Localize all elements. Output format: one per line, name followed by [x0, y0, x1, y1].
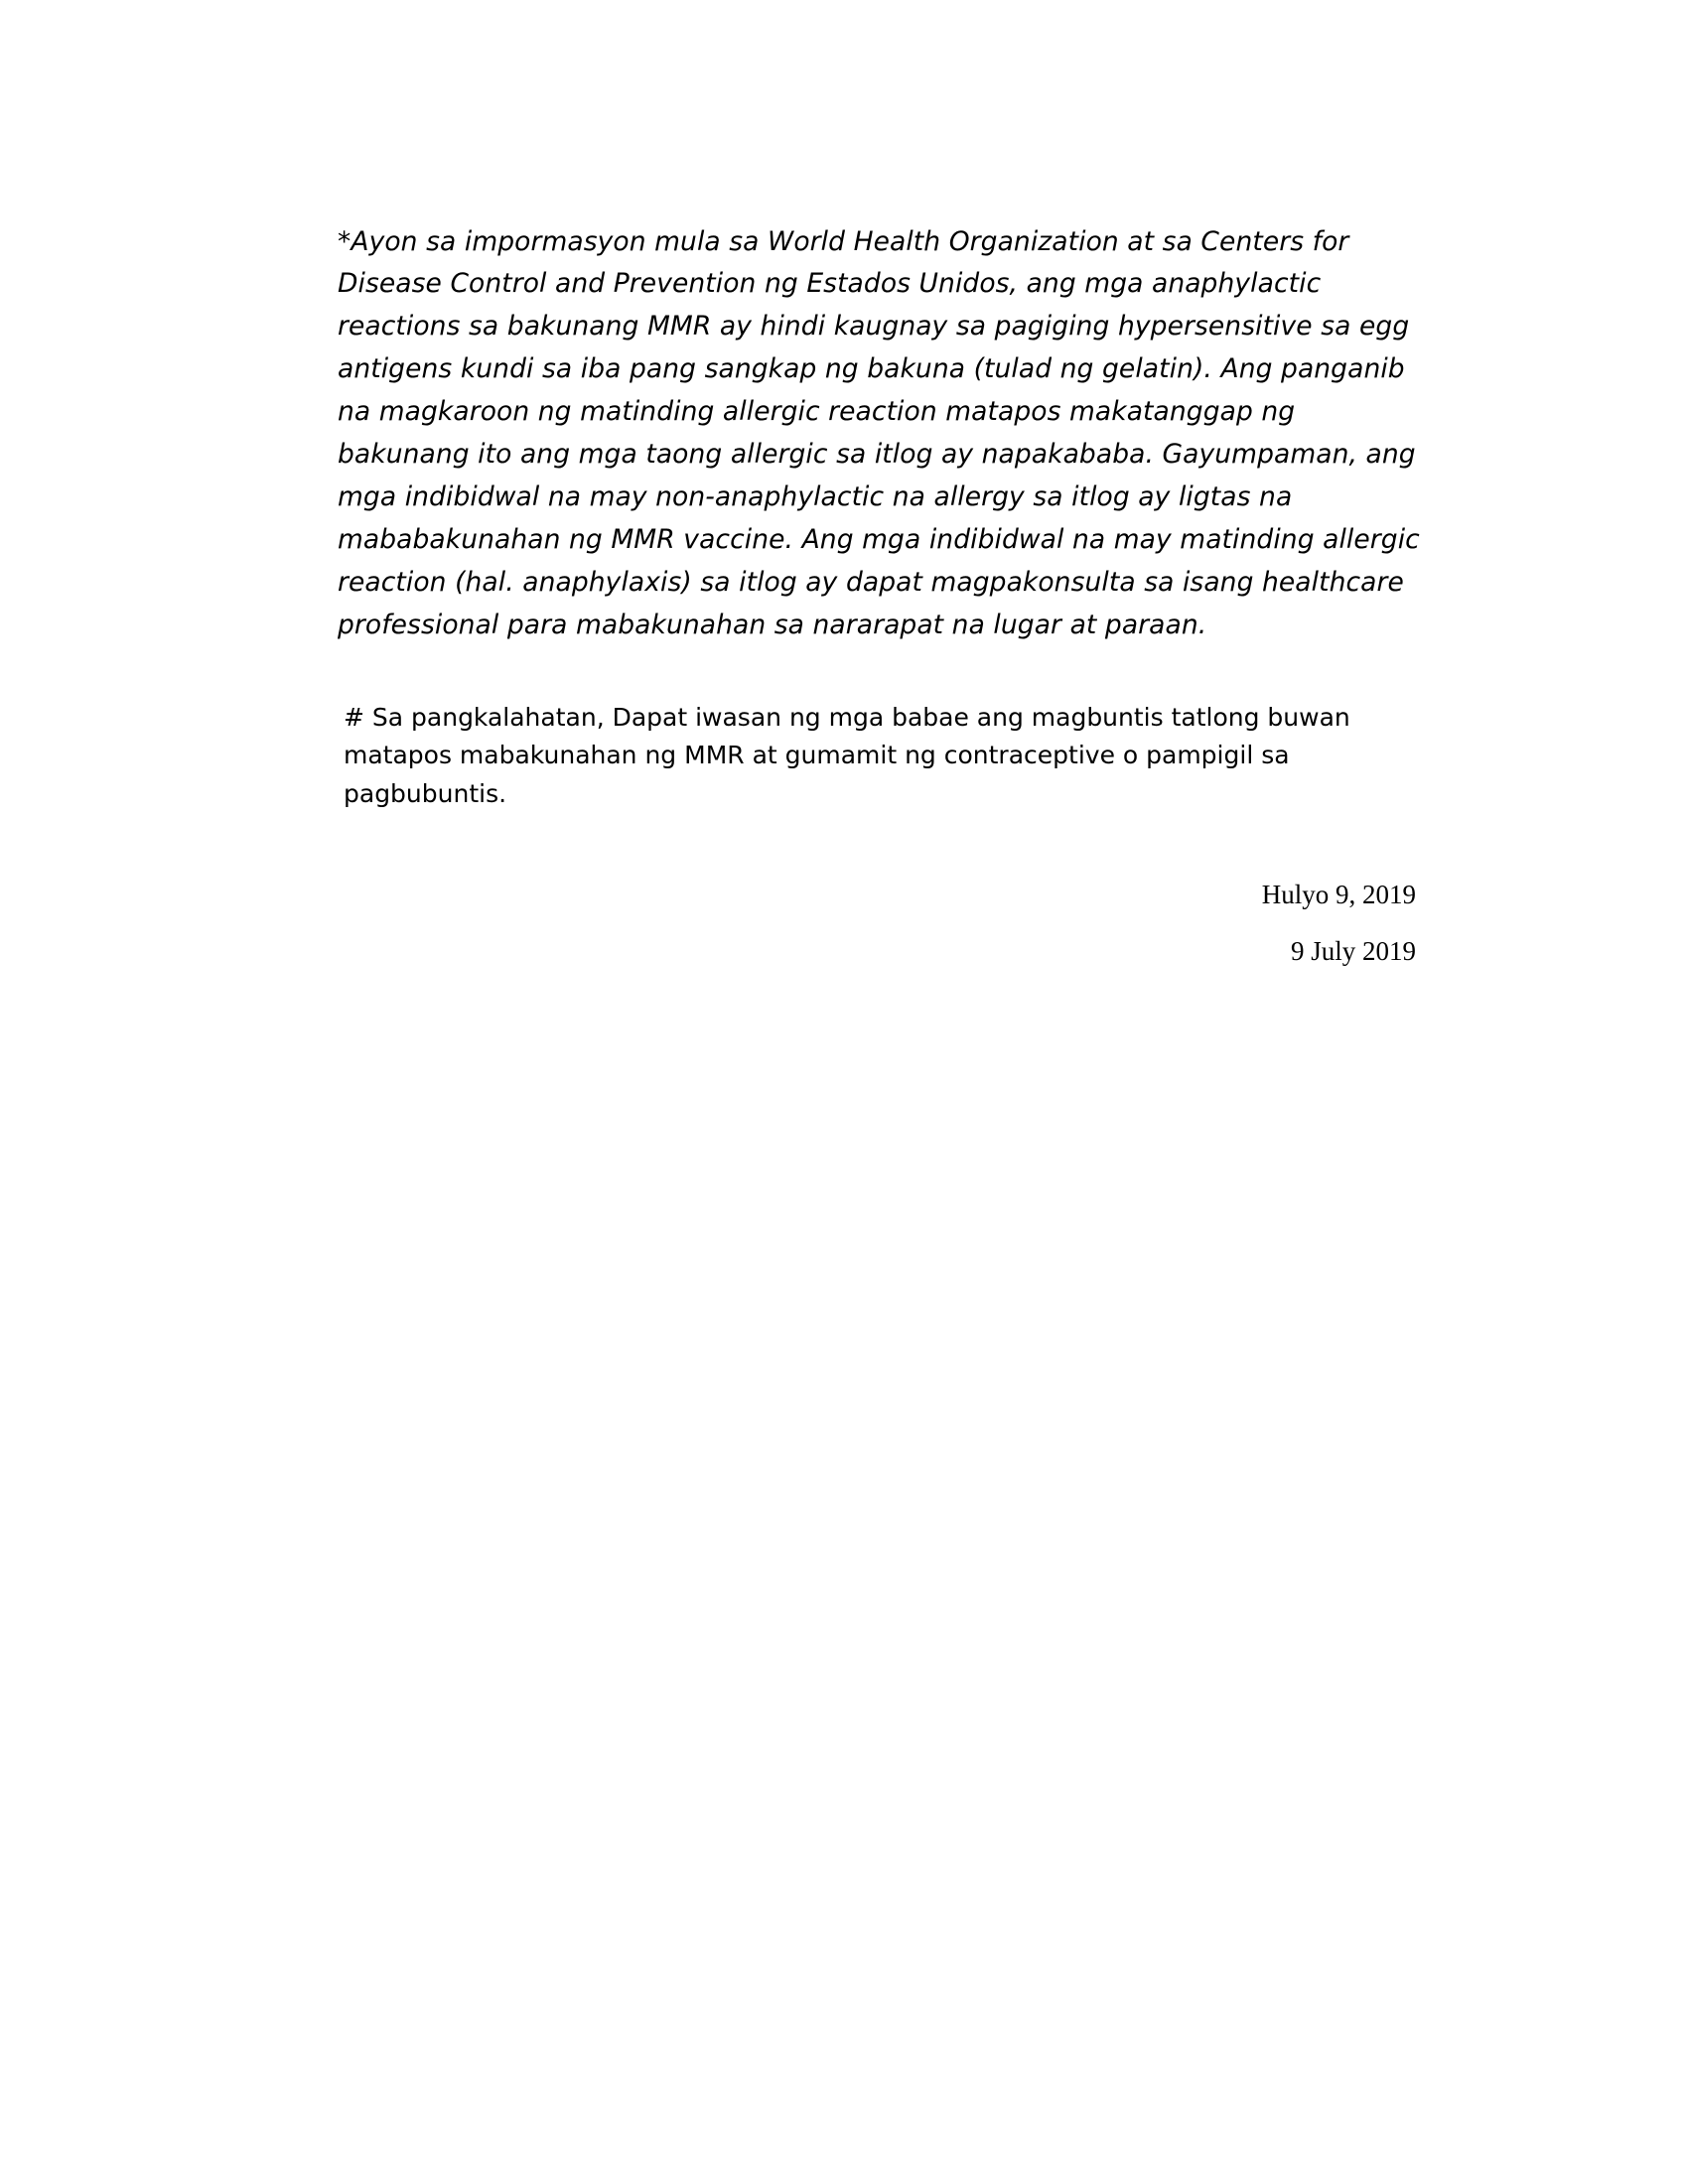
- date-english: 9 July 2019: [1290, 935, 1416, 966]
- note-paragraph: # Sa pangkalahatan, Dapat iwasan ng mga babae ang magbuntis tatlong buwan matapos mabakunahan ng MMR at gumamit ng contraceptive o pampigil sa pagbubuntis.: [344, 702, 1350, 809]
- date-block: [338, 879, 1430, 966]
- date-filipino: Hulyo 9, 2019: [1261, 879, 1416, 909]
- document-body: [338, 195, 1430, 965]
- footnote-paragraph: *Ayon sa impormasyon mula sa World Health Organization at sa Centers for Disease Control and Prevention ng Estados Unidos, ang mga anaphylactic reactions sa bakunang MMR ay hindi kaugnay sa pagiging hypersensitive sa egg antigens kundi sa iba pang sangkap ng bakuna (tulad ng gelatin). Ang panganib na magkaroon ng matinding allergic reaction matapos makatanggap ng bakunang ito ang mga taong allergic sa itlog ay napakababa. Gayumpaman, ang mga indibidwal na may non-anaphylactic na allergy sa itlog ay ligtas na mababakunahan ng MMR vaccine. Ang mga indibidwal na may matinding allergic reaction (hal. anaphylaxis) sa itlog ay dapat magpakonsulta sa isang healthcare professional para mabakunahan sa nararapat na lugar at paraan.: [338, 225, 1420, 640]
